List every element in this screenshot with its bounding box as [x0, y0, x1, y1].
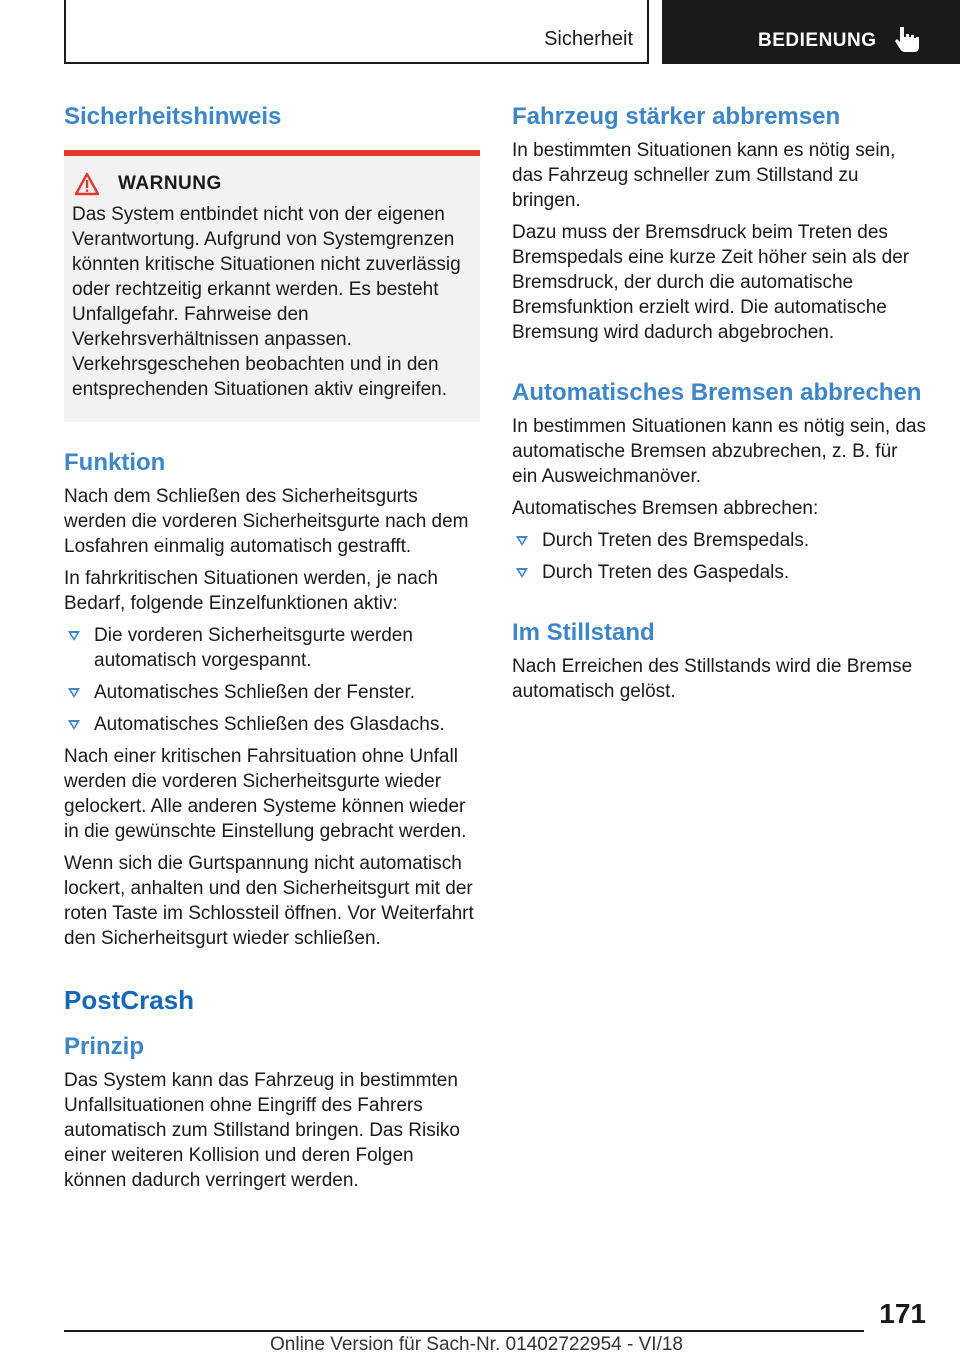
list-item: Durch Treten des Bremspedals.	[512, 528, 928, 553]
footer-text: Online Version für Sach-Nr. 01402722954 - VI/18	[270, 1334, 683, 1355]
bullet-list	[64, 623, 480, 737]
triangle-bullet-icon	[68, 720, 80, 730]
triangle-bullet-icon	[68, 688, 80, 698]
right-column	[512, 100, 928, 711]
paragraph: In bestimmten Situationen kann es nötig sein, das Fahrzeug schneller zum Stillstand zu bringen.	[512, 140, 896, 211]
triangle-bullet-icon	[68, 631, 80, 641]
paragraph: Automatisches Bremsen abbrechen:	[512, 498, 819, 519]
paragraph: Nach dem Schließen des Sicherheitsgurts werden die vorderen Sicherheitsgurte nach dem Losfahren einmalig automatisch gestrafft.	[64, 486, 469, 557]
paragraph: Dazu muss der Bremsdruck beim Treten des Bremspedals eine kurze Zeit höher sein als der Bremsdruck, der durch die automatische Bremsfunktion erzielt wird. Die automatische Bremsung wird dadurch abgebrochen.	[512, 222, 910, 343]
header-section-box	[64, 0, 649, 64]
paragraph: Wenn sich die Gurtspannung nicht automatisch lockert, anhalten und den Sicherheitsgurt mit der roten Taste im Schlossteil öffnen. Vor Weiterfahrt den Sicherheitsgurt wieder schließen.	[64, 853, 474, 949]
footer-divider	[64, 1330, 864, 1332]
header-section-title: Sicherheit	[544, 28, 633, 50]
pointing-hand-icon	[894, 25, 920, 53]
list-item: Automatisches Schließen der Fenster.	[64, 680, 480, 705]
heading-prinzip: Prinzip	[64, 1033, 145, 1060]
list-item: Automatisches Schließen des Glasdachs.	[64, 712, 480, 737]
triangle-bullet-icon	[516, 536, 528, 546]
paragraph: In bestimmen Situationen kann es nötig sein, das automatische Bremsen abzubrechen, z. B. für ein Ausweichmanöver.	[512, 416, 927, 487]
paragraph: Nach einer kritischen Fahrsituation ohne Unfall werden die vorderen Sicherheitsgurte wieder gelockert. Alle anderen Systeme können wieder in die gewünschte Einstellung gebracht werden.	[64, 746, 467, 842]
warning-title: WARNUNG	[118, 173, 222, 194]
warning-box	[64, 150, 480, 422]
list-item: Durch Treten des Gaspedals.	[512, 560, 928, 585]
heading-funktion: Funktion	[64, 449, 166, 476]
bullet-list	[512, 528, 928, 585]
header-chapter-title: BEDIENUNG	[758, 30, 877, 51]
heading-bremsen-abbrechen: Automatisches Bremsen abbrechen	[512, 379, 922, 406]
warning-text: Das System entbindet nicht von der eigenen Verantwortung. Aufgrund von Systemgrenzen könnten kritische Situationen nicht zuverlässig oder rechtzeitig erkannt werden. Es besteht Unfallgefahr. Fahrweise den Verkehrsverhältnissen anpassen. Verkehrsgeschehen beobachten und in den entsprechenden Situationen aktiv eingreifen.	[72, 204, 461, 400]
heading-postcrash: PostCrash	[64, 985, 195, 1015]
header-chapter-box	[662, 0, 960, 64]
list-item: Die vorderen Sicherheitsgurte werden automatisch vorgespannt.	[64, 623, 480, 673]
paragraph: Nach Erreichen des Stillstands wird die Bremse automatisch gelöst.	[512, 656, 913, 702]
heading-fahrzeug-abbremsen: Fahrzeug stärker abbremsen	[512, 103, 841, 130]
paragraph: Das System kann das Fahrzeug in bestimmten Unfallsituationen ohne Eingriff des Fahrers automatisch zum Stillstand bringen. Das Risiko einer weiteren Kollision und deren Folgen können dadurch verringert werden.	[64, 1070, 461, 1191]
left-column	[64, 100, 480, 1200]
heading-sicherheitshinweis: Sicherheitshinweis	[64, 103, 282, 130]
warning-triangle-icon	[74, 172, 100, 196]
triangle-bullet-icon	[516, 568, 528, 578]
page-number: 171	[879, 1298, 926, 1329]
heading-im-stillstand: Im Stillstand	[512, 619, 655, 646]
paragraph: In fahrkritischen Situationen werden, je nach Bedarf, folgende Einzelfunktionen aktiv:	[64, 568, 438, 614]
